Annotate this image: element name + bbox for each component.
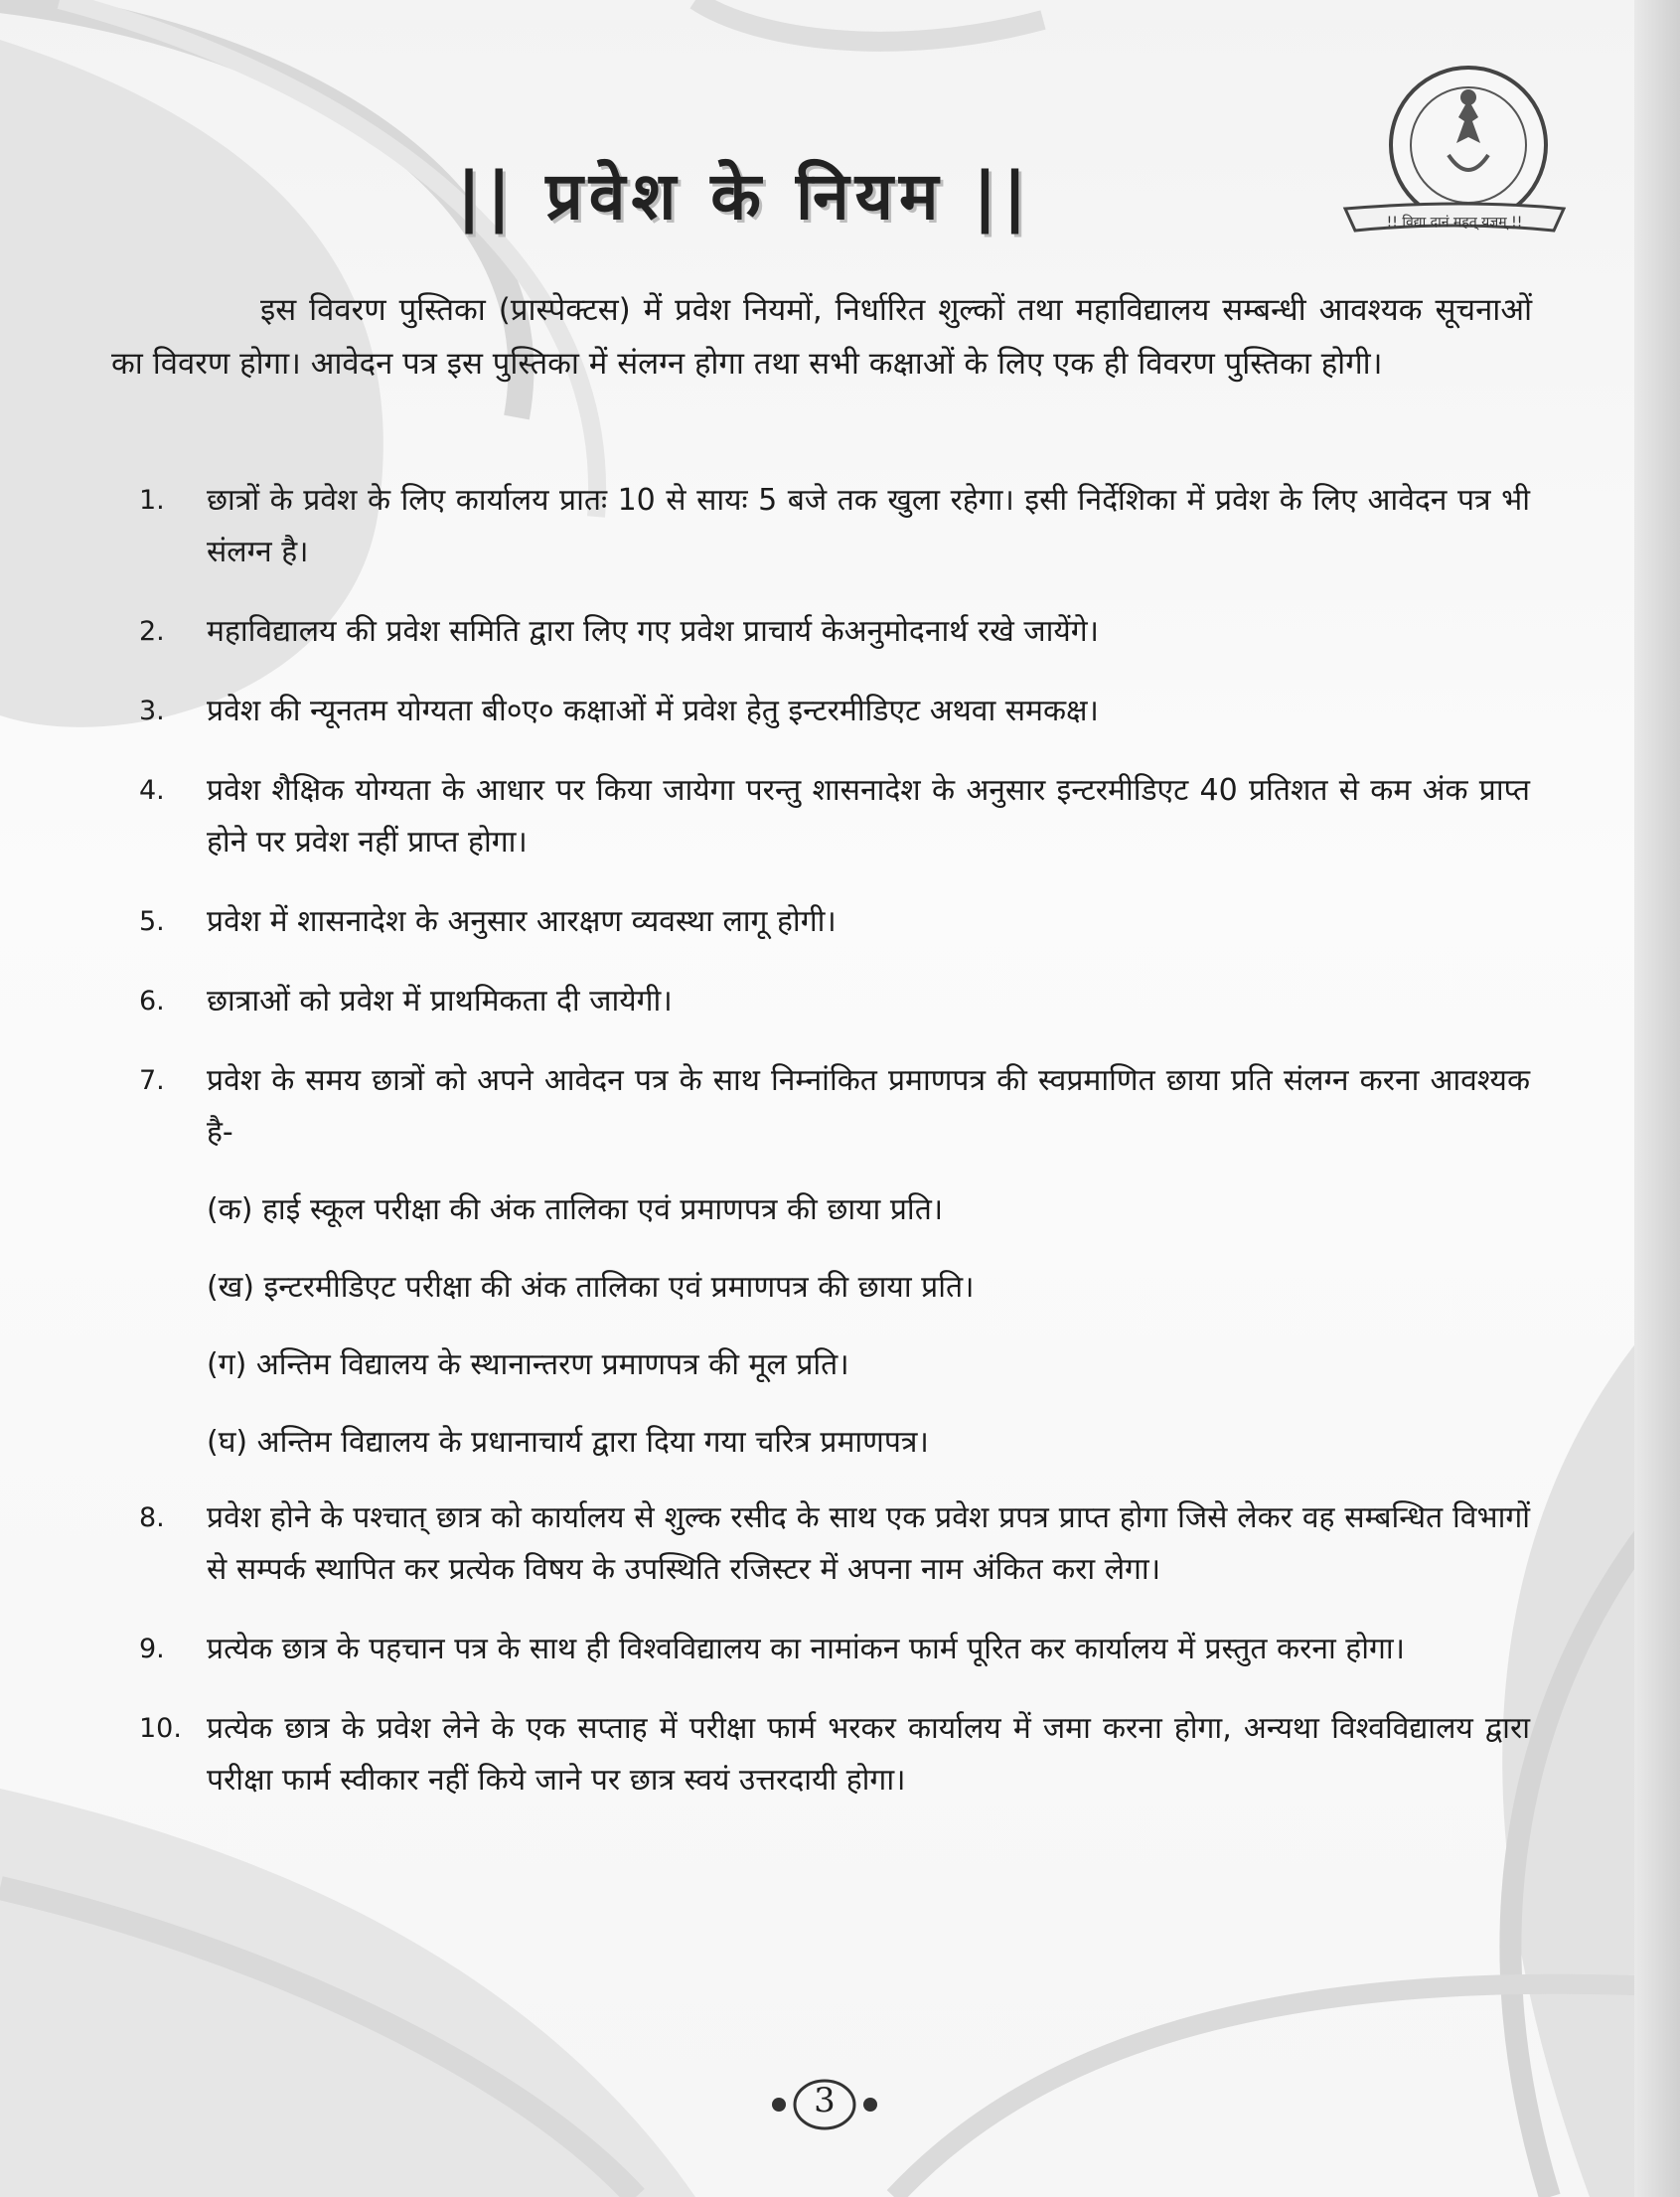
rule-number: 10. [139,1713,182,1744]
rule-item-9 [139,1624,1530,1675]
rule-7-subitem-ka: (क) हाई स्कूल परीक्षा की अंक तालिका एवं प्रमाणपत्र की छाया प्रति। [207,1192,944,1227]
rule-number: 3. [139,696,165,726]
rule-number: 9. [139,1634,165,1664]
rule-7-subitem-ga: (ग) अन्तिम विद्यालय के स्थानान्तरण प्रमाणपत्र की मूल प्रति। [207,1347,849,1382]
rule-item-4 [139,765,1530,868]
admission-rules-list [139,475,1530,1806]
page-number-badge [765,2077,884,2132]
rule-text: प्रवेश होने के पश्चात् छात्र को कार्यालय से शुल्क रसीद के साथ एक प्रवेश प्रपत्र प्राप्त होगा जिसे लेकर वह सम्बन्धित विभागों से सम्पर्क स्थापित कर प्रत्येक विषय के उपस्थिति रजिस्टर में अपना नाम अंकित करा लेगा। [207,1500,1530,1587]
rule-text: प्रवेश में शासनादेश के अनुसार आरक्षण व्यवस्था लागू होगी। [207,904,837,939]
rule-text: प्रत्येक छात्र के प्रवेश लेने के एक सप्ताह में परीक्षा फार्म भरकर कार्यालय में जमा करना होगा, अन्यथा विश्वविद्यालय द्वारा परीक्षा फार्म स्वीकार नहीं किये जाने पर छात्र स्वयं उत्तरदायी होगा। [207,1711,1530,1798]
page-number: 3 [814,2081,836,2120]
svg-text:!! विद्या दानं महत् यज्ञम् !!: !! विद्या दानं महत् यज्ञम् !! [1386,215,1523,231]
rule-item-7 [139,1055,1530,1469]
rule-text: प्रत्येक छात्र के पहचान पत्र के साथ ही विश्वविद्यालय का नामांकन फार्म पूरित कर कार्यालय में प्रस्तुत करना होगा। [207,1632,1406,1666]
page-title: || प्रवेश के नियम || [457,158,1033,235]
rule-item-8 [139,1492,1530,1596]
rule-number: 2. [139,616,165,647]
rule-text: छात्राओं को प्रवेश में प्राथमिकता दी जायेगी। [207,984,673,1019]
intro-paragraph: इस विवरण पुस्तिका (प्रास्पेक्टस) में प्रवेश नियमों, निर्धारित शुल्कों तथा महाविद्यालय सम्बन्धी आवश्यक सूचनाओं का विवरण होगा। आवेदन पत्र इस पुस्तिका में संलग्न होगा तथा सभी कक्षाओं के लिए एक ही विवरण पुस्तिका होगी। [111,292,1532,382]
college-seal-logo [1331,60,1570,258]
rule-text: प्रवेश की न्यूनतम योग्यता बी०ए० कक्षाओं में प्रवेश हेतु इन्टरमीडिएट अथवा समकक्ष। [207,694,1099,728]
rule-number: 7. [139,1065,165,1096]
rule-item-10 [139,1703,1530,1806]
rule-text: प्रवेश शैक्षिक योग्यता के आधार पर किया जायेगा परन्तु शासनादेश के अनुसार इन्टरमीडिएट 40 प्रतिशत से कम अंक प्राप्त होने पर प्रवेश नहीं प्राप्त होगा। [207,773,1530,860]
rule-number: 6. [139,986,165,1017]
rule-text: छात्रों के प्रवेश के लिए कार्यालय प्रातः 10 से सायः 5 बजे तक खुला रहेगा। इसी निर्देशिका में प्रवेश के लिए आवेदन पत्र भी संलग्न है। [207,483,1531,569]
rule-item-3 [139,686,1530,737]
rule-item-1 [139,475,1530,578]
rule-item-5 [139,896,1530,948]
rule-item-6 [139,976,1530,1027]
rule-number: 4. [139,775,165,806]
rule-number: 5. [139,906,165,937]
rule-7-subitem-gha: (घ) अन्तिम विद्यालय के प्रधानाचार्य द्वारा दिया गया चरित्र प्रमाणपत्र। [207,1425,929,1460]
rule-text: प्रवेश के समय छात्रों को अपने आवेदन पत्र के साथ निम्नांकित प्रमाणपत्र की स्वप्रमाणित छाया प्रति संलग्न करना आवश्यक है- [207,1063,1530,1150]
rule-number: 8. [139,1502,165,1533]
rule-7-subitem-kha: (ख) इन्टरमीडिएट परीक्षा की अंक तालिका एवं प्रमाणपत्र की छाया प्रति। [207,1270,975,1305]
rule-item-2 [139,606,1530,658]
rule-number: 1. [139,485,165,516]
rule-text: महाविद्यालय की प्रवेश समिति द्वारा लिए गए प्रवेश प्राचार्य केअनुमोदनार्थ रखे जायेंगे। [207,614,1100,649]
page-edge-shadow [1634,0,1680,2197]
